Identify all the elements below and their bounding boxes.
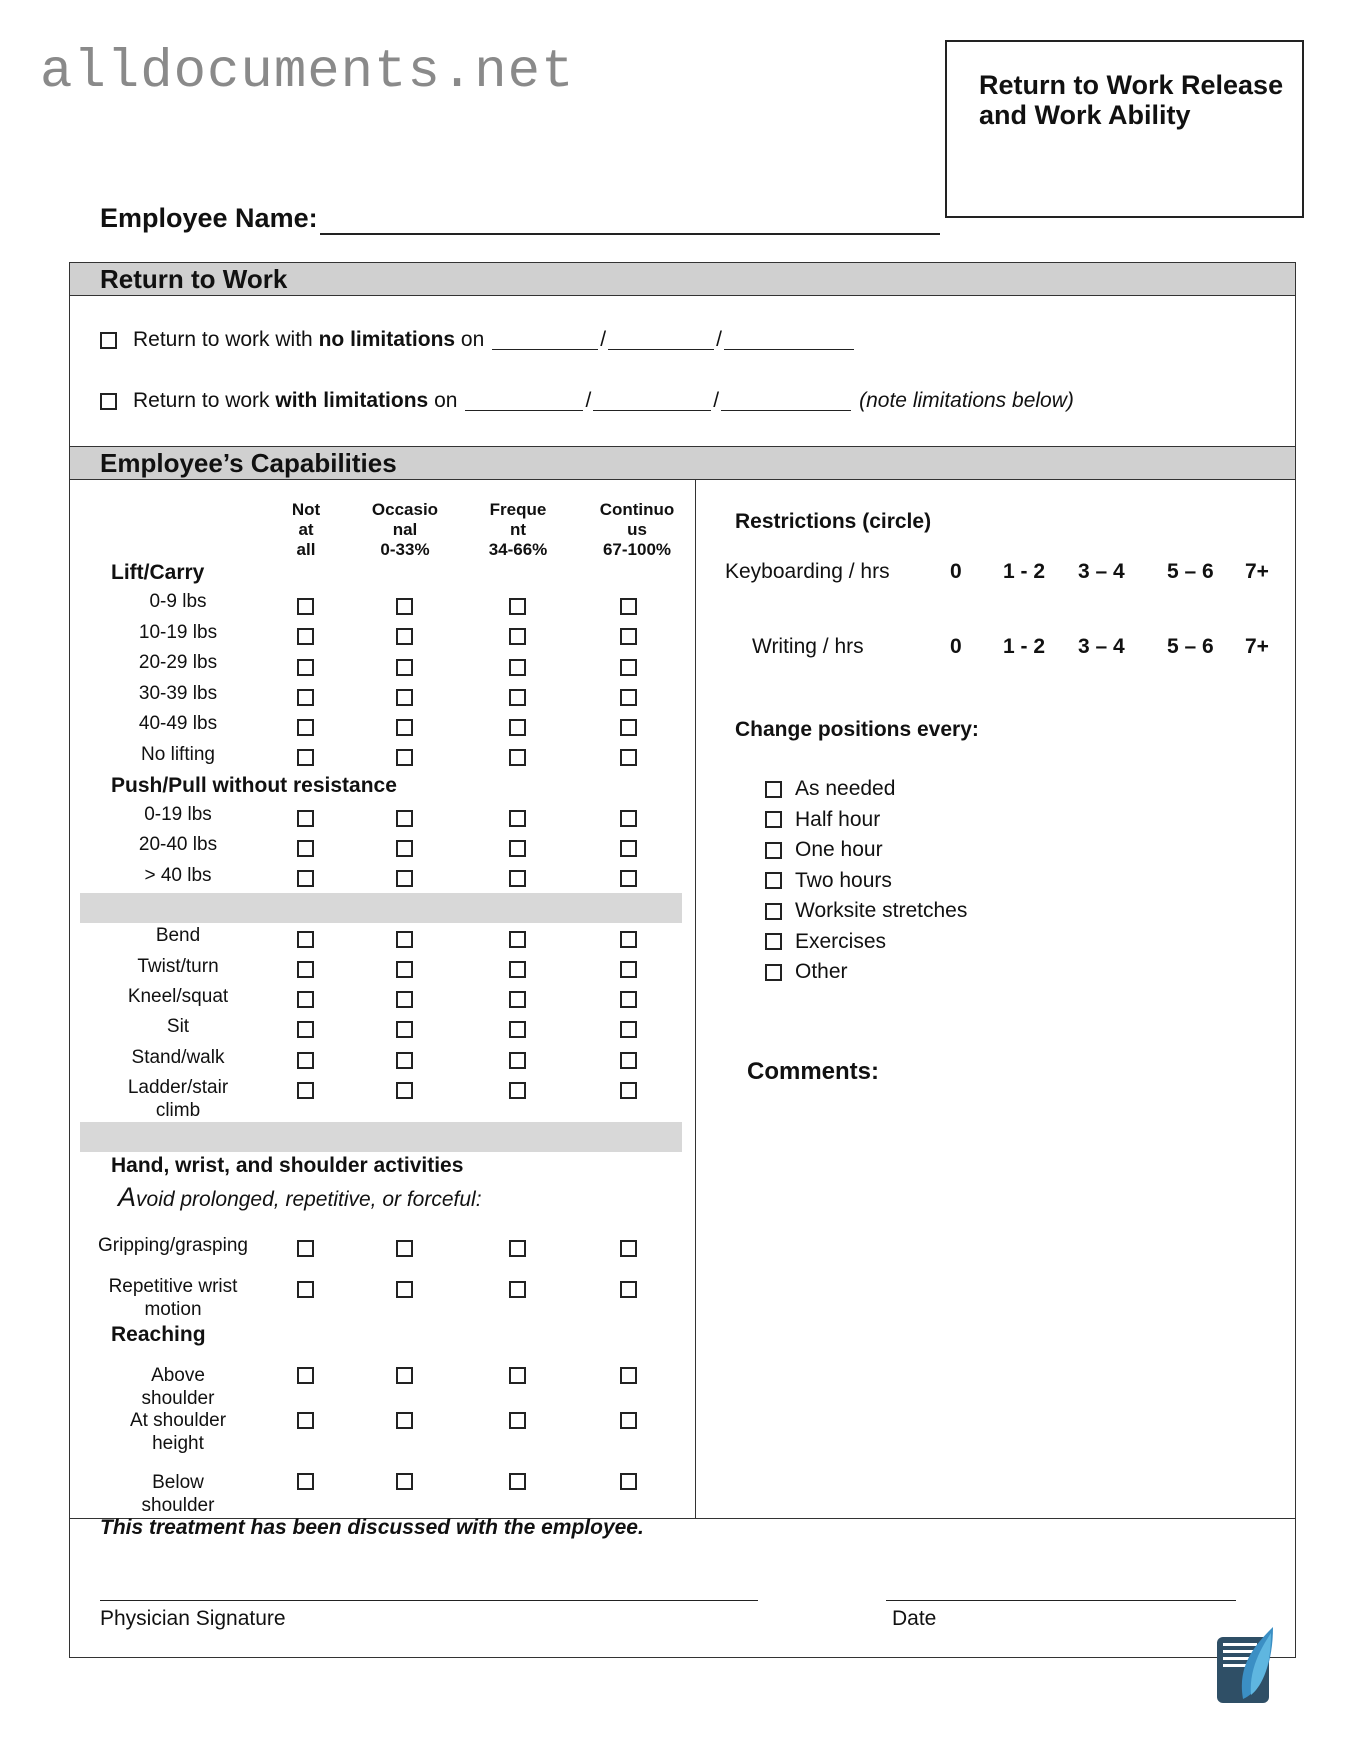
capability-checkbox[interactable] bbox=[297, 1240, 314, 1257]
change-position-label: Worksite stretches bbox=[795, 899, 968, 922]
push-row-label: > 40 lbs bbox=[144, 865, 212, 886]
capability-checkbox[interactable] bbox=[620, 1367, 637, 1384]
capability-checkbox[interactable] bbox=[297, 1367, 314, 1384]
hand-sub-initial: A bbox=[118, 1182, 137, 1212]
watermark: alldocuments.net bbox=[40, 42, 575, 103]
capability-checkbox[interactable] bbox=[509, 628, 526, 645]
col-header-text: 34-66% bbox=[488, 540, 548, 559]
rtw-option2-prefix: Return to work bbox=[133, 389, 276, 412]
capability-checkbox[interactable] bbox=[620, 1240, 637, 1257]
capability-checkbox[interactable] bbox=[396, 931, 413, 948]
posture-row-label: climb bbox=[155, 1100, 201, 1121]
restriction-option[interactable]: 7+ bbox=[1245, 635, 1269, 658]
capability-checkbox[interactable] bbox=[509, 1240, 526, 1257]
col-header-continuous bbox=[592, 500, 682, 560]
employee-name-label: Employee Name: bbox=[100, 203, 318, 233]
capability-checkbox[interactable] bbox=[297, 840, 314, 857]
capability-checkbox[interactable] bbox=[620, 1082, 637, 1099]
reach-below-line2: shoulder bbox=[141, 1495, 215, 1516]
capability-checkbox[interactable] bbox=[620, 1412, 637, 1429]
change-position-option[interactable] bbox=[765, 838, 883, 862]
reach-above-label bbox=[98, 1364, 258, 1410]
col-header-text: Freque bbox=[489, 500, 547, 519]
capability-checkbox[interactable] bbox=[509, 1052, 526, 1069]
change-position-option[interactable] bbox=[765, 777, 895, 801]
section-separator bbox=[80, 1122, 682, 1152]
posture-row-label: Twist/turn bbox=[137, 956, 219, 977]
capability-checkbox[interactable] bbox=[297, 628, 314, 645]
rtw1-day-field[interactable] bbox=[608, 330, 714, 350]
reach-at-line2: height bbox=[152, 1433, 204, 1454]
capability-checkbox[interactable] bbox=[620, 1021, 637, 1038]
posture-row-label: Bend bbox=[155, 925, 201, 946]
capability-checkbox[interactable] bbox=[297, 598, 314, 615]
capability-checkbox[interactable] bbox=[396, 840, 413, 857]
comments-label: Comments: bbox=[747, 1058, 880, 1085]
restriction-option[interactable]: 0 bbox=[950, 560, 962, 583]
capability-checkbox[interactable] bbox=[620, 991, 637, 1008]
push-row-label: 20-40 lbs bbox=[138, 834, 218, 855]
change-position-checkbox[interactable] bbox=[765, 811, 782, 828]
capability-checkbox[interactable] bbox=[396, 1367, 413, 1384]
section-separator bbox=[80, 893, 682, 923]
col-header-text: nal bbox=[392, 520, 418, 539]
push-pull-label: Push/Pull without resistance bbox=[111, 774, 397, 797]
col-header-occasional bbox=[360, 500, 450, 560]
capability-checkbox[interactable] bbox=[396, 719, 413, 736]
capability-checkbox[interactable] bbox=[509, 1412, 526, 1429]
rtw-option2-suffix: on bbox=[428, 389, 458, 412]
capability-checkbox[interactable] bbox=[396, 598, 413, 615]
lift-row-label: 40-49 lbs bbox=[138, 713, 218, 734]
capability-checkbox[interactable] bbox=[396, 1021, 413, 1038]
col-header-text: all bbox=[296, 540, 316, 559]
capability-checkbox[interactable] bbox=[396, 1240, 413, 1257]
capability-checkbox[interactable] bbox=[297, 749, 314, 766]
form-title-box bbox=[945, 40, 1304, 218]
capability-checkbox[interactable] bbox=[396, 1082, 413, 1099]
date-field[interactable] bbox=[886, 1600, 1236, 1601]
change-position-label: Two hours bbox=[795, 868, 892, 892]
return-to-work-heading: Return to Work bbox=[69, 262, 1296, 296]
change-position-checkbox[interactable] bbox=[765, 933, 782, 950]
form-title-line2: and Work Ability bbox=[979, 100, 1191, 130]
capability-checkbox[interactable] bbox=[396, 991, 413, 1008]
hand-sub-rest: void prolonged, repetitive, or forceful: bbox=[136, 1188, 482, 1211]
change-position-option[interactable] bbox=[765, 899, 967, 923]
rtw1-year-field[interactable] bbox=[724, 330, 854, 350]
restriction-option[interactable]: 1 - 2 bbox=[1003, 635, 1046, 658]
col-header-text: us bbox=[627, 520, 647, 539]
rtw1-month-field[interactable] bbox=[492, 330, 598, 350]
capability-checkbox[interactable] bbox=[509, 1367, 526, 1384]
rtw-note: (note limitations below) bbox=[859, 389, 1074, 412]
col-header-text: Continuo bbox=[599, 500, 675, 519]
capability-checkbox[interactable] bbox=[396, 1052, 413, 1069]
reach-below-label bbox=[98, 1471, 258, 1517]
rtw2-day-field[interactable] bbox=[593, 391, 711, 411]
restriction-option[interactable]: 7+ bbox=[1245, 560, 1269, 583]
push-row-label: 0-19 lbs bbox=[144, 804, 212, 825]
rtw-option2-bold: with limitations bbox=[275, 389, 429, 412]
change-position-label: As needed bbox=[795, 777, 896, 800]
change-position-option[interactable] bbox=[765, 869, 892, 893]
hand-activities-subtitle bbox=[118, 1182, 482, 1213]
col-header-text: 0-33% bbox=[380, 540, 430, 559]
capability-checkbox[interactable] bbox=[297, 659, 314, 676]
capability-checkbox[interactable] bbox=[509, 931, 526, 948]
change-position-checkbox[interactable] bbox=[765, 903, 782, 920]
form-title-line1: Return to Work Release bbox=[979, 70, 1284, 100]
col-header-not-at-all bbox=[261, 500, 351, 560]
capability-checkbox[interactable] bbox=[297, 1021, 314, 1038]
posture-row-label: Ladder/stair bbox=[127, 1077, 229, 1098]
treatment-discussed-statement: This treatment has been discussed with the employee. bbox=[100, 1516, 644, 1539]
restriction-option[interactable]: 5 – 6 bbox=[1167, 560, 1214, 583]
change-position-label: One hour bbox=[795, 838, 883, 861]
physician-signature-label: Physician Signature bbox=[100, 1607, 286, 1630]
lift-row-label: 30-39 lbs bbox=[138, 683, 218, 704]
writing-label: Writing / hrs bbox=[752, 635, 864, 658]
restriction-option[interactable]: 3 – 4 bbox=[1078, 560, 1125, 583]
restriction-option[interactable]: 1 - 2 bbox=[1003, 560, 1046, 583]
capability-checkbox[interactable] bbox=[297, 1052, 314, 1069]
capability-checkbox[interactable] bbox=[620, 1473, 637, 1490]
capability-checkbox[interactable] bbox=[509, 991, 526, 1008]
posture-row-label: Sit bbox=[166, 1016, 190, 1037]
wrist-motion-label bbox=[88, 1275, 258, 1321]
col-header-text: at bbox=[298, 520, 314, 539]
rtw-with-limitations-row: Return to work with limitations on / / (note limitations below) bbox=[100, 389, 1074, 413]
rtw-option1-suffix: on bbox=[455, 328, 485, 351]
date-label: Date bbox=[892, 1607, 937, 1630]
capability-checkbox[interactable] bbox=[297, 961, 314, 978]
capability-checkbox[interactable] bbox=[509, 1021, 526, 1038]
lift-row-label: 0-9 lbs bbox=[149, 591, 207, 612]
restriction-option[interactable]: 5 – 6 bbox=[1167, 635, 1214, 658]
capability-checkbox[interactable] bbox=[297, 1473, 314, 1490]
capability-checkbox[interactable] bbox=[620, 628, 637, 645]
capability-checkbox[interactable] bbox=[509, 810, 526, 827]
hand-activities-label: Hand, wrist, and shoulder activities bbox=[111, 1154, 464, 1177]
capability-checkbox[interactable] bbox=[620, 719, 637, 736]
capability-checkbox[interactable] bbox=[297, 719, 314, 736]
posture-row-label: Stand/walk bbox=[131, 1047, 225, 1068]
document-logo-icon bbox=[1215, 1625, 1275, 1705]
col-header-text: nt bbox=[509, 520, 527, 539]
lift-row-label: 10-19 lbs bbox=[138, 622, 218, 643]
reach-above-line1: Above bbox=[151, 1365, 205, 1386]
col-header-frequent bbox=[473, 500, 563, 560]
change-position-checkbox[interactable] bbox=[765, 842, 782, 859]
rtw-no-limitations-checkbox[interactable] bbox=[100, 332, 117, 349]
change-position-label: Other bbox=[795, 960, 848, 983]
capability-checkbox[interactable] bbox=[509, 598, 526, 615]
capability-checkbox[interactable] bbox=[297, 1412, 314, 1429]
capability-checkbox[interactable] bbox=[620, 598, 637, 615]
gripping-label: Gripping/grasping bbox=[98, 1235, 248, 1256]
restriction-option[interactable]: 0 bbox=[950, 635, 962, 658]
capability-checkbox[interactable] bbox=[396, 1412, 413, 1429]
change-position-option[interactable] bbox=[765, 930, 886, 954]
lift-row-label: 20-29 lbs bbox=[138, 652, 218, 673]
capability-checkbox[interactable] bbox=[509, 1473, 526, 1490]
rtw2-year-field[interactable] bbox=[721, 391, 851, 411]
change-position-checkbox[interactable] bbox=[765, 964, 782, 981]
capability-checkbox[interactable] bbox=[396, 1473, 413, 1490]
change-position-checkbox[interactable] bbox=[765, 872, 782, 889]
capability-checkbox[interactable] bbox=[620, 931, 637, 948]
capability-checkbox[interactable] bbox=[297, 870, 314, 887]
change-position-option[interactable] bbox=[765, 808, 880, 832]
capability-checkbox[interactable] bbox=[620, 961, 637, 978]
reach-at-label bbox=[98, 1409, 258, 1455]
restriction-option[interactable]: 3 – 4 bbox=[1078, 635, 1125, 658]
lift-carry-label: Lift/Carry bbox=[111, 561, 205, 584]
reach-above-line2: shoulder bbox=[141, 1388, 215, 1409]
capability-checkbox[interactable] bbox=[509, 749, 526, 766]
rtw-option1-bold: no limitations bbox=[318, 328, 456, 351]
change-positions-heading: Change positions every: bbox=[735, 718, 979, 741]
capability-checkbox[interactable] bbox=[509, 1281, 526, 1298]
capability-checkbox[interactable] bbox=[620, 659, 637, 676]
capability-checkbox[interactable] bbox=[620, 1052, 637, 1069]
change-position-label: Half hour bbox=[795, 807, 881, 831]
capability-checkbox[interactable] bbox=[509, 961, 526, 978]
capability-checkbox[interactable] bbox=[297, 991, 314, 1008]
capability-checkbox[interactable] bbox=[396, 961, 413, 978]
capability-checkbox[interactable] bbox=[620, 1281, 637, 1298]
capability-checkbox[interactable] bbox=[509, 689, 526, 706]
posture-row-label: Kneel/squat bbox=[127, 986, 229, 1007]
capability-checkbox[interactable] bbox=[297, 689, 314, 706]
capability-checkbox[interactable] bbox=[620, 840, 637, 857]
capability-checkbox[interactable] bbox=[509, 870, 526, 887]
physician-signature-field[interactable] bbox=[100, 1600, 758, 1601]
column-divider bbox=[695, 480, 696, 1519]
reach-below-line1: Below bbox=[152, 1472, 204, 1493]
wrist-motion-line2: motion bbox=[144, 1299, 202, 1320]
employee-name-field[interactable] bbox=[320, 233, 940, 235]
capability-checkbox[interactable] bbox=[620, 689, 637, 706]
rtw-option1-prefix: Return to work with bbox=[133, 328, 319, 351]
keyboarding-label: Keyboarding / hrs bbox=[725, 560, 890, 583]
capability-checkbox[interactable] bbox=[509, 719, 526, 736]
reach-at-line1: At shoulder bbox=[129, 1410, 227, 1431]
col-header-text: Occasio bbox=[371, 500, 439, 519]
capability-checkbox[interactable] bbox=[297, 931, 314, 948]
capability-checkbox[interactable] bbox=[297, 1281, 314, 1298]
capability-checkbox[interactable] bbox=[509, 840, 526, 857]
restrictions-heading: Restrictions (circle) bbox=[735, 510, 932, 533]
capability-checkbox[interactable] bbox=[396, 689, 413, 706]
capability-checkbox[interactable] bbox=[297, 810, 314, 827]
col-header-text: Not bbox=[291, 500, 321, 519]
capability-checkbox[interactable] bbox=[509, 659, 526, 676]
change-position-option[interactable] bbox=[765, 960, 848, 984]
capability-checkbox[interactable] bbox=[396, 659, 413, 676]
capability-checkbox[interactable] bbox=[620, 810, 637, 827]
rtw2-month-field[interactable] bbox=[465, 391, 583, 411]
col-header-text: 67-100% bbox=[602, 540, 672, 559]
capability-checkbox[interactable] bbox=[620, 870, 637, 887]
rtw-no-limitations-row: Return to work with no limitations on / / bbox=[100, 328, 854, 352]
reaching-label: Reaching bbox=[111, 1323, 206, 1346]
capability-checkbox[interactable] bbox=[396, 870, 413, 887]
rtw-with-limitations-checkbox[interactable] bbox=[100, 393, 117, 410]
capability-checkbox[interactable] bbox=[396, 749, 413, 766]
capability-checkbox[interactable] bbox=[509, 1082, 526, 1099]
capabilities-heading: Employee’s Capabilities bbox=[69, 446, 1296, 480]
capability-checkbox[interactable] bbox=[297, 1082, 314, 1099]
capability-checkbox[interactable] bbox=[620, 749, 637, 766]
capability-checkbox[interactable] bbox=[396, 1281, 413, 1298]
change-position-checkbox[interactable] bbox=[765, 781, 782, 798]
lift-row-label: No lifting bbox=[141, 744, 215, 765]
change-position-label: Exercises bbox=[795, 929, 887, 953]
capability-checkbox[interactable] bbox=[396, 628, 413, 645]
capability-checkbox[interactable] bbox=[396, 810, 413, 827]
wrist-motion-line1: Repetitive wrist bbox=[108, 1276, 238, 1297]
